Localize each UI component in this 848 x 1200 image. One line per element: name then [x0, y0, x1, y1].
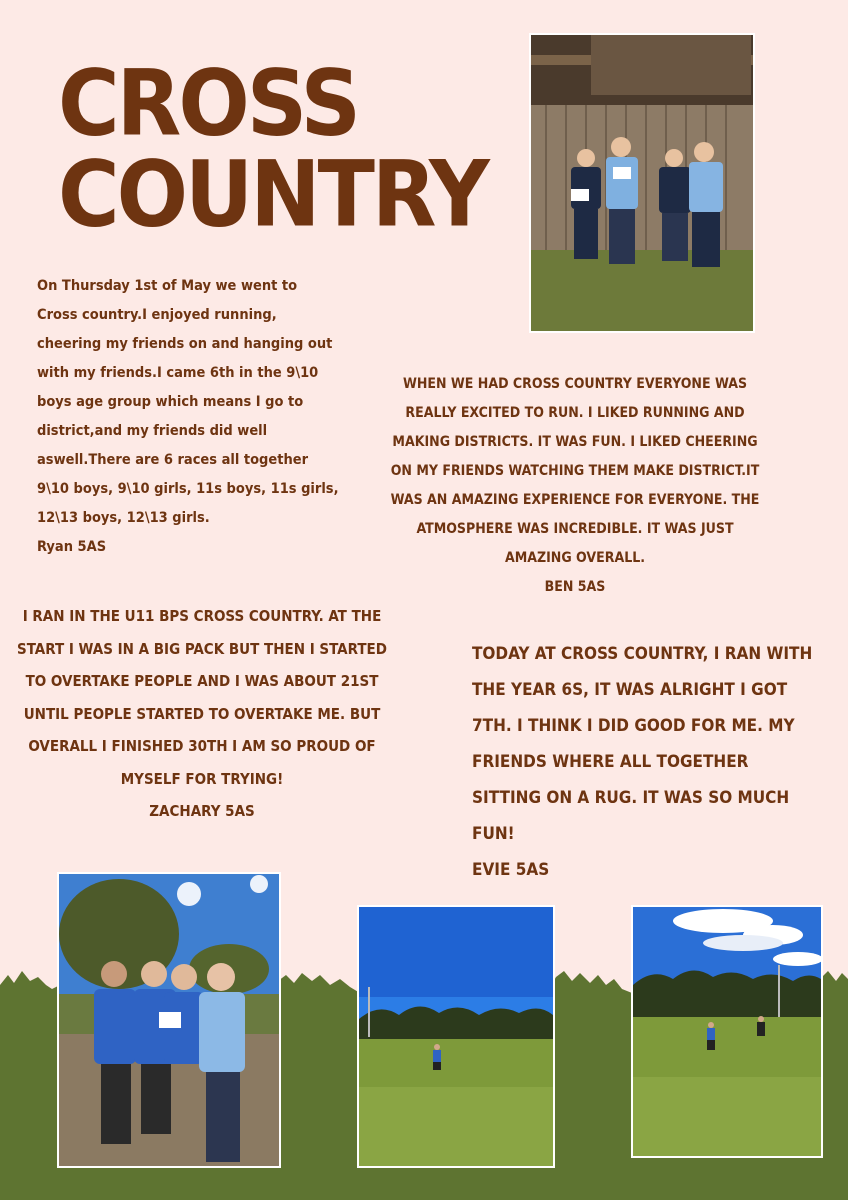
photo-girls-group: [57, 872, 281, 1168]
zachary-story: [14, 600, 390, 828]
ben-story: [390, 370, 760, 602]
photo-runners-clouds: [631, 905, 823, 1158]
evie-author: EVIE 5AS: [472, 860, 550, 880]
page-title: [58, 50, 487, 247]
title-line-2: COUNTRY: [58, 141, 487, 247]
ryan-story: [37, 272, 357, 562]
ben-author: BEN 5AS: [544, 579, 606, 595]
evie-story: [472, 636, 822, 888]
zachary-author: ZACHARY 5AS: [149, 802, 255, 820]
title-line-1: CROSS: [58, 50, 358, 157]
evie-story-body: TODAY AT CROSS COUNTRY, I RAN WITH THE YEAR 6S, IT WAS ALRIGHT I GOT 7TH. I THINK I DID GOOD FOR ME. MY FRIENDS WHERE ALL TOGETHER SITTING ON A RUG. IT WAS SO MUCH FUN!: [472, 644, 813, 844]
zachary-story-body: I RAN IN THE U11 BPS CROSS COUNTRY. AT THE START I WAS IN A BIG PACK BUT THEN I STARTED TO OVERTAKE PEOPLE AND I WAS ABOUT 21ST UNTIL PEOPLE STARTED TO OVERTAKE ME. BUT OVERALL I FINISHED 30TH I AM SO PROUD OF MYSELF FOR TRYING!: [17, 607, 387, 788]
photo-runner-field: [357, 905, 555, 1168]
ben-story-body: WHEN WE HAD CROSS COUNTRY EVERYONE WAS REALLY EXCITED TO RUN. I LIKED RUNNING AND MAKING DISTRICTS. IT WAS FUN. I LIKED CHEERING ON MY FRIENDS WATCHING THEM MAKE DISTRICT.IT WAS AN AMAZING EXPERIENCE FOR EVERYONE. THE ATMOSPHERE WAS INCREDIBLE. IT WAS JUST AMAZING OVERALL.: [390, 376, 760, 566]
ryan-story-body: On Thursday 1st of May we went to Cross country.I enjoyed running, cheering my friends on and hanging out with my friends.I came 6th in the 9\10 boys age group which means I go to district,and my friends did well aswell.There are 6 races all together 9\10 boys, 9\10 girls, 11s boys, 11s girls, 12\13 boys, 12\13 girls.: [37, 278, 339, 526]
photo-boys-certificates: [529, 33, 755, 333]
ryan-author: Ryan 5AS: [37, 539, 107, 555]
